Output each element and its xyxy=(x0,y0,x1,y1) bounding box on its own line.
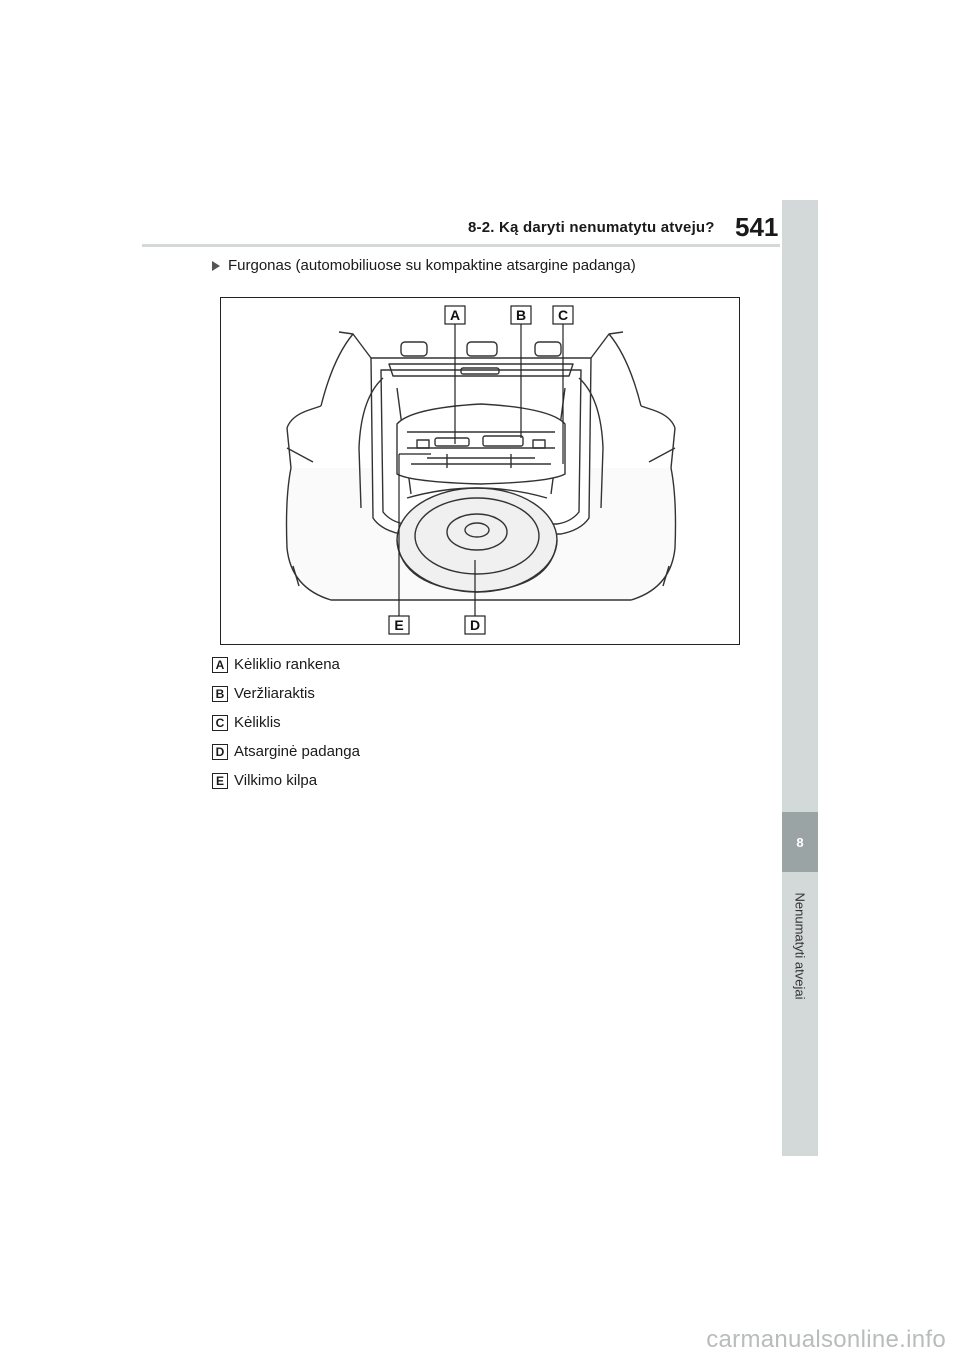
legend-list xyxy=(212,650,360,795)
trunk-illustration xyxy=(221,298,739,644)
legend-text: Kėliklio rankena xyxy=(234,656,340,673)
legend-item xyxy=(212,708,360,737)
watermark: carmanualsonline.info xyxy=(706,1326,946,1353)
section-title: 8-2. Ką daryti nenumatytu atveju? xyxy=(468,219,715,236)
callout-a: A xyxy=(449,307,461,323)
chapter-title: Nenumatyti atvejai xyxy=(792,892,808,1000)
legend-item xyxy=(212,679,360,708)
page-number: 541 xyxy=(735,212,779,242)
subheading xyxy=(212,257,636,274)
legend-text: Atsarginė padanga xyxy=(234,743,360,760)
legend-letter: B xyxy=(212,686,228,702)
chapter-number: 8 xyxy=(782,812,818,872)
triangle-bullet-icon xyxy=(212,261,220,271)
legend-letter: E xyxy=(212,773,228,789)
subheading-text: Furgonas (automobiliuose su kompaktine atsargine padanga) xyxy=(228,257,636,274)
figure-illustration xyxy=(220,297,740,645)
legend-letter: A xyxy=(212,657,228,673)
legend-letter: D xyxy=(212,744,228,760)
legend-item xyxy=(212,650,360,679)
callout-c: C xyxy=(557,307,569,323)
callout-b: B xyxy=(515,307,527,323)
legend-text: Veržliaraktis xyxy=(234,685,315,702)
callout-d: D xyxy=(469,617,481,633)
callout-e: E xyxy=(394,617,404,633)
legend-letter: C xyxy=(212,715,228,731)
legend-item xyxy=(212,766,360,795)
legend-item xyxy=(212,737,360,766)
side-tab xyxy=(782,200,818,1156)
header-rule xyxy=(142,244,780,247)
legend-text: Kėliklis xyxy=(234,714,281,731)
legend-text: Vilkimo kilpa xyxy=(234,772,318,789)
